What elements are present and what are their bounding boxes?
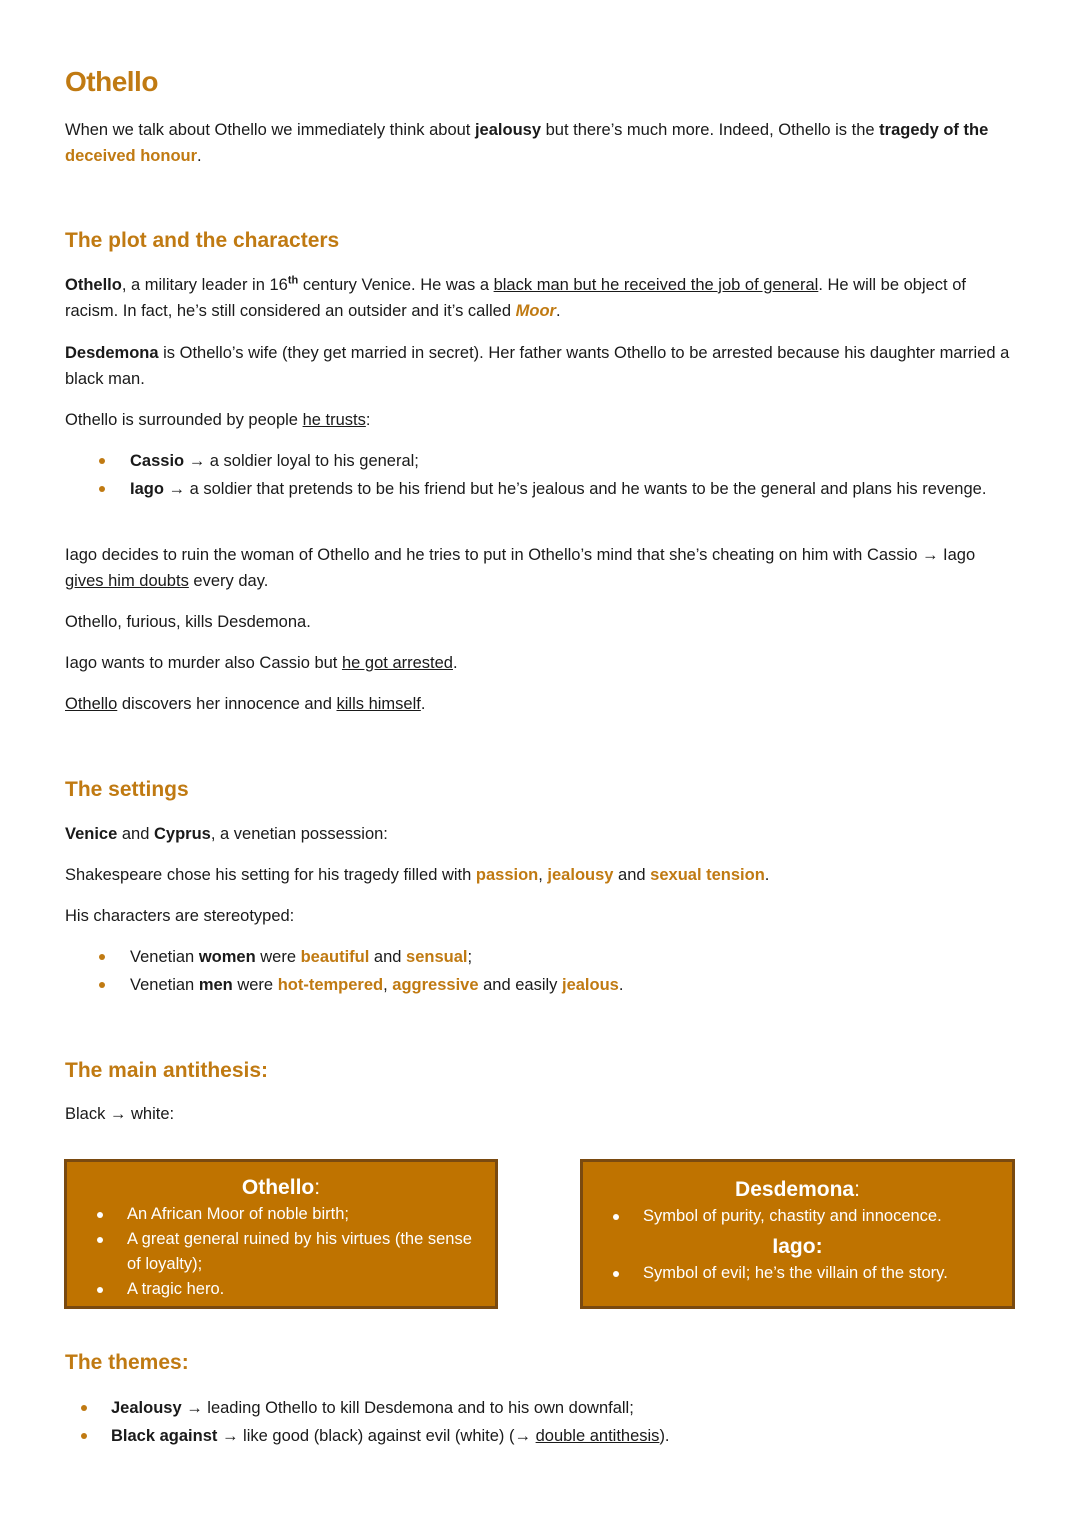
text: His characters are stereotyped: xyxy=(65,907,295,925)
text: and xyxy=(117,825,154,843)
text: and easily xyxy=(478,976,562,994)
text: . xyxy=(764,866,770,884)
list-item: Symbol of evil; he’s the villain of the story. xyxy=(583,1261,1012,1286)
desdemona-paragraph xyxy=(65,340,1010,392)
text: → leading Othello to kill Desdemona and to his own downfall; xyxy=(181,1399,634,1417)
text: and xyxy=(369,948,407,966)
styled-text: Jealousy xyxy=(111,1399,182,1417)
text: , a venetian possession: xyxy=(210,825,388,843)
iago-box-heading: Iago: xyxy=(772,1235,823,1258)
list-item: A great general ruined by his virtues (the sense of loyalty); xyxy=(67,1227,475,1277)
styled-text: tragedy of the xyxy=(879,121,989,139)
text: . xyxy=(555,302,561,320)
page-title: Othello xyxy=(65,66,158,97)
text: → like good (black) against evil (white) (→ xyxy=(217,1427,536,1445)
text: ). xyxy=(659,1427,670,1445)
text: . xyxy=(618,976,624,994)
styled-text: sensual xyxy=(406,948,468,966)
styled-text: he got arrested xyxy=(341,654,453,672)
styled-text: Black against xyxy=(111,1427,218,1445)
styled-text: Othello xyxy=(65,695,118,713)
list-item: Symbol of purity, chastity and innocence. xyxy=(583,1204,1012,1229)
othello-box xyxy=(64,1159,498,1309)
text: → a soldier that pretends to be his friend but he’s jealous and he wants to be the general and plans his revenge. xyxy=(163,480,987,498)
heading-antithesis: The main antithesis: xyxy=(65,1059,269,1082)
styled-text: black man but he received the job of general xyxy=(493,276,819,294)
styled-text: th xyxy=(287,274,299,287)
themes-list xyxy=(65,1395,1010,1451)
list-item xyxy=(65,944,1010,970)
text: ; xyxy=(467,948,473,966)
arrest-paragraph xyxy=(65,650,1010,676)
text: , xyxy=(538,866,548,884)
text: . xyxy=(452,654,458,672)
text: Black → white: xyxy=(65,1105,175,1123)
text: . He will be object of racism. In fact, he’s still considered an outsider and it’s called xyxy=(65,276,966,320)
text: were xyxy=(255,948,301,966)
text: → a soldier loyal to his general; xyxy=(184,452,419,470)
setting-choice-paragraph xyxy=(65,862,1010,888)
list-item: An African Moor of noble birth; xyxy=(67,1202,475,1227)
styled-text: sexual tension xyxy=(650,866,765,884)
antithesis-paragraph xyxy=(65,1101,1010,1127)
text: discovers her innocence and xyxy=(117,695,337,713)
stereotype-paragraph xyxy=(65,903,1010,929)
kills-paragraph xyxy=(65,609,1010,635)
othello-paragraph xyxy=(65,272,1010,324)
styled-text: he trusts xyxy=(302,411,366,429)
heading-themes: The themes: xyxy=(65,1351,189,1374)
styled-text: kills himself xyxy=(336,695,421,713)
text: every day. xyxy=(188,572,269,590)
intro-paragraph xyxy=(65,117,1010,169)
text: , xyxy=(383,976,393,994)
styled-text: passion xyxy=(475,866,539,884)
styled-text: women xyxy=(198,948,256,966)
text: : xyxy=(365,411,371,429)
list-item xyxy=(65,476,1010,502)
text: Shakespeare chose his setting for his tragedy filled with xyxy=(65,866,476,884)
styled-text: deceived honour xyxy=(65,147,198,165)
list-item xyxy=(65,1423,1010,1449)
list-item xyxy=(65,1395,1010,1421)
text: Iago decides to ruin the woman of Othello and he tries to put in Othello’s mind that she’s cheating on him with Cassio → Iago xyxy=(65,546,976,564)
heading-settings: The settings xyxy=(65,778,189,801)
heading-plot: The plot and the characters xyxy=(65,229,340,252)
text: and xyxy=(613,866,651,884)
styled-text: Moor xyxy=(515,302,556,320)
styled-text: double antithesis xyxy=(535,1427,660,1445)
styled-text: Desdemona xyxy=(65,344,159,362)
styled-text: Cyprus xyxy=(154,825,211,843)
styled-text: beautiful xyxy=(300,948,370,966)
text: Othello is surrounded by people xyxy=(65,411,303,429)
iago-plan-paragraph xyxy=(65,542,1010,594)
text: Iago wants to murder also Cassio but xyxy=(65,654,342,672)
colon: : xyxy=(314,1176,321,1199)
text: , a military leader in 16 xyxy=(121,276,288,294)
characters-list xyxy=(65,448,1010,504)
styled-text: aggressive xyxy=(392,976,479,994)
styled-text: gives him doubts xyxy=(65,572,189,590)
list-item: A tragic hero. xyxy=(67,1277,475,1302)
styled-text: jealousy xyxy=(474,121,542,139)
colon: : xyxy=(854,1178,860,1201)
desdemona-box-heading: Desdemona xyxy=(735,1178,855,1201)
text: When we talk about Othello we immediately think about xyxy=(65,121,475,139)
text: Venetian xyxy=(130,976,199,994)
text: . xyxy=(420,695,426,713)
text: . xyxy=(197,147,202,165)
text: is Othello’s wife (they get married in secret). Her father wants Othello to be arrested because his daughter married a black man. xyxy=(65,344,1010,388)
list-item xyxy=(65,972,1010,998)
othello-box-heading: Othello xyxy=(241,1176,315,1199)
text: Venetian xyxy=(130,948,199,966)
styled-text: Othello xyxy=(65,276,122,294)
stereotypes-list xyxy=(65,944,1010,1000)
desdemona-iago-box xyxy=(580,1159,1015,1309)
settings-paragraph xyxy=(65,821,1010,847)
text: Othello, furious, kills Desdemona. xyxy=(65,613,311,631)
trusts-paragraph xyxy=(65,407,1010,433)
ending-paragraph xyxy=(65,691,1010,717)
styled-text: hot-tempered xyxy=(277,976,384,994)
styled-text: men xyxy=(198,976,233,994)
styled-text: Iago xyxy=(130,480,164,498)
text: century Venice. He was a xyxy=(298,276,494,294)
text: but there’s much more. Indeed, Othello is the xyxy=(541,121,880,139)
styled-text: jealousy xyxy=(547,866,614,884)
styled-text: Venice xyxy=(65,825,118,843)
styled-text: Cassio xyxy=(130,452,185,470)
text: were xyxy=(232,976,278,994)
styled-text: jealous xyxy=(561,976,619,994)
list-item xyxy=(65,448,1010,474)
